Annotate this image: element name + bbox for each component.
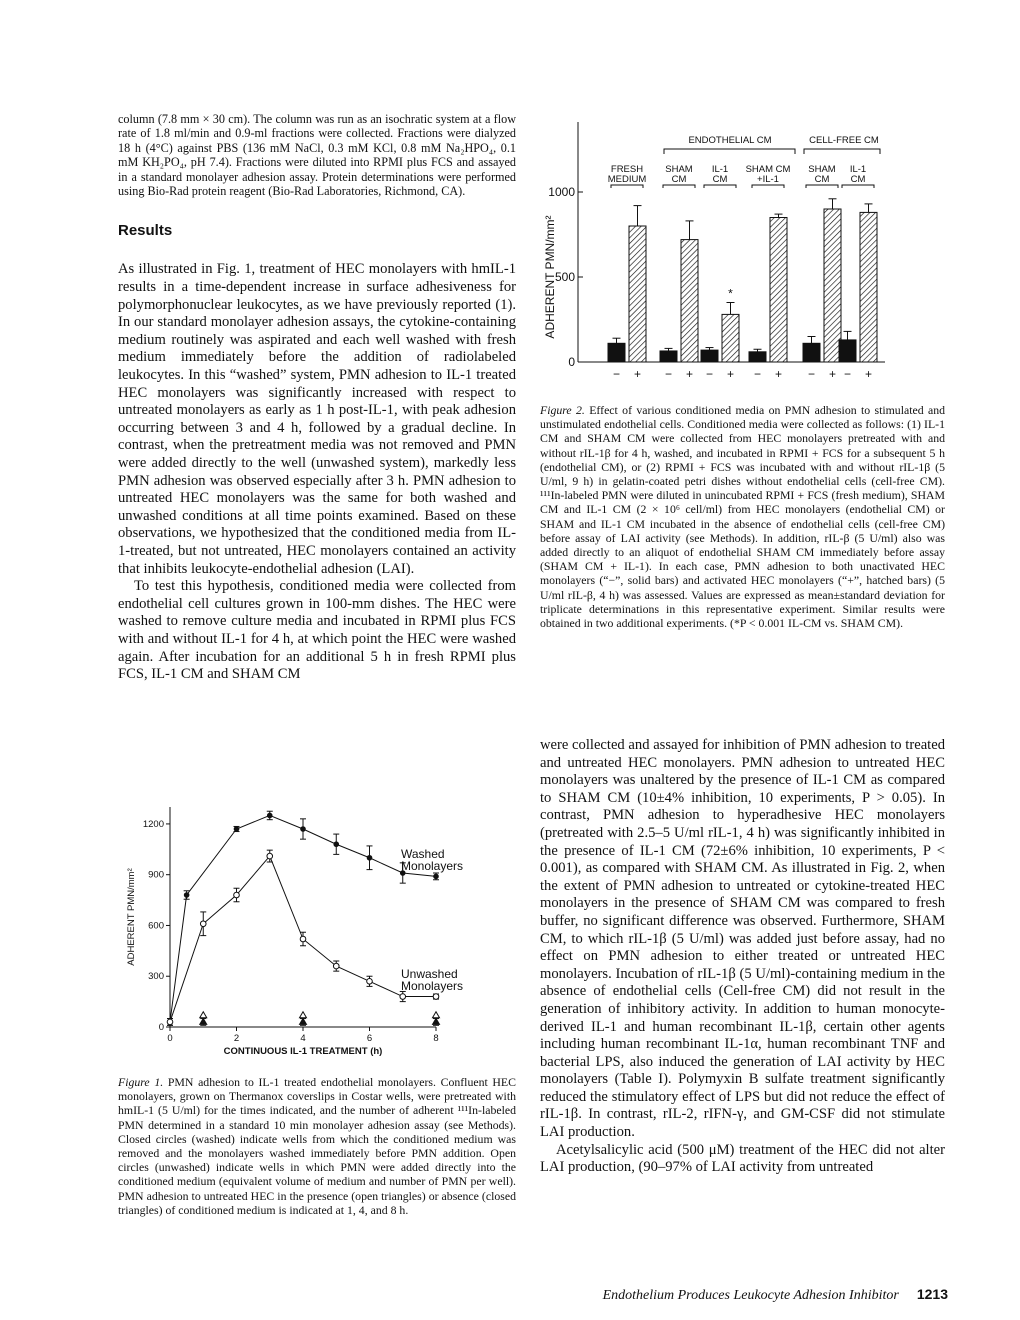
f2-bar-sign-label: + [726, 367, 735, 381]
left-column [118, 112, 516, 684]
f1-point-washed [433, 874, 439, 880]
f2-group-bracket [664, 149, 795, 154]
page-number: 1213 [916, 1286, 948, 1302]
f1-y-tick-label: 900 [148, 869, 164, 881]
f1-point-unwashed [333, 963, 339, 969]
f1-point-washed [300, 826, 306, 832]
f2-bar-sign-label: + [828, 367, 837, 381]
f2-bar-sign-label: + [774, 367, 783, 381]
f1-legend-unwashed-1: Unwashed [401, 967, 458, 981]
f2-bar-sign-label: − [664, 367, 673, 381]
f1-point-unwashed [300, 936, 306, 942]
figure-1-chart [118, 805, 516, 1067]
f2-category-label: FRESH [610, 164, 644, 175]
f2-category-bracket [806, 185, 838, 188]
f2-bar-unactivated [803, 343, 820, 362]
f1-point-unwashed [200, 921, 206, 927]
f2-bar-activated [722, 314, 739, 362]
f2-bar-activated [681, 240, 698, 362]
f2-bar-sign-label: + [633, 367, 642, 381]
f1-point-triangle [300, 1012, 307, 1018]
f1-point-unwashed [167, 1019, 173, 1025]
f1-point-washed [333, 841, 339, 847]
f2-y-tick-label: 500 [554, 270, 575, 284]
f1-x-tick-label: 2 [233, 1033, 240, 1044]
f2-category-label: CM [712, 174, 728, 185]
f1-y-axis-label: ADHERENT PMN/mm² [126, 868, 137, 966]
f2-bar-sign-label: + [864, 367, 873, 381]
f1-point-unwashed [367, 979, 373, 985]
f2-category-bracket [752, 185, 784, 188]
f2-category-bracket [611, 185, 643, 188]
f1-point-triangle [433, 1018, 440, 1024]
f1-y-tick-label: 600 [148, 920, 164, 932]
f1-point-unwashed [400, 994, 406, 1000]
figure-2-caption [540, 403, 945, 630]
figure-1 [118, 805, 516, 1217]
f2-category-label: MEDIUM [607, 174, 647, 185]
f2-category-label: IL-1 [849, 164, 867, 175]
methods-paragraph: column (7.8 mm × 30 cm). The column was run as an isochratic system at a flow rate of 1.8 ml/min and 0.9-ml fractions were collected. Fractions were dialyzed 18 h (4°C) against PBS (136 mM NaCl, 0.3 mM KCl, 0.8 mM Na₂HPO₄, 0.1 mM KH₂PO₄, pH 7.4). Fractions were diluted into RPMI plus FCS and assayed in a standard monolayer adhesion assay. Protein determinations were performed using Bio-Rad protein reagent (Bio-Rad Laboratories, Richmond, CA). [118, 112, 516, 199]
f2-significance-star: * [728, 286, 733, 301]
f2-category-label: SHAM [808, 164, 836, 175]
running-title: Endothelium Produces Leukocyte Adhesion Inhibitor [602, 1288, 899, 1303]
f1-y-tick-label: 0 [158, 1022, 164, 1033]
f2-y-tick-label: 1000 [548, 185, 575, 199]
figure-1-caption-label: Figure 1. [118, 1075, 164, 1089]
f1-point-washed [234, 826, 240, 832]
f2-y-axis-label: ADHERENT PMN/mm² [543, 215, 557, 339]
f2-bar-activated [860, 212, 877, 362]
f2-category-bracket [704, 185, 736, 188]
f1-x-tick-label: 8 [433, 1033, 439, 1044]
right-column-text [540, 737, 945, 1177]
f1-point-triangle [433, 1012, 440, 1018]
f1-point-washed [367, 855, 373, 861]
f2-bar-activated [824, 209, 841, 362]
f2-group-header-endothelial: ENDOTHELIAL CM [688, 135, 772, 146]
f2-category-bracket [842, 185, 874, 188]
f2-bar-unactivated [839, 340, 856, 362]
figure-2-chart [540, 112, 945, 390]
f2-bar-sign-label: + [685, 367, 694, 381]
f2-category-label: CM [671, 174, 687, 185]
f2-y-tick-label: 0 [568, 355, 575, 369]
f2-bar-activated [629, 226, 646, 362]
f2-bar-sign-label: − [807, 367, 816, 381]
f1-point-washed [184, 892, 190, 898]
f1-legend-washed-1: Washed [401, 847, 445, 861]
f1-point-unwashed [234, 892, 240, 898]
f2-category-label: CM [850, 174, 866, 185]
f2-bar-unactivated [608, 343, 625, 362]
f2-category-label: +IL-1 [757, 174, 779, 185]
f2-category-label: IL-1 [711, 164, 729, 175]
results-paragraph-1: As illustrated in Fig. 1, treatment of HEC monolayers with hmIL-1 results in a time-dependent increase in surface adhesiveness for polymorphonuclear leukocytes, as we have previously reported (1). In our standard monolayer adhesion assays, the cytokine-containing medium routinely was aspirated and each well washed with fresh medium immediately before the addition of radiolabeled leukocytes. In this “washed” system, PMN adhesion to IL-1 treated HEC monolayers was significantly increased with respect to untreated monolayers as early as 1 h post-IL-1, with peak adhesion occurring between 3 and 4 h, followed by a gradual decline. In contrast, when the pretreatment media was not removed and PMN were added directly to the well (unwashed system), markedly less PMN adhesion was observed especially after 3 h. PMN adhesion to untreated HEC monolayers was the same for both washed and unwashed conditions at all time points examined. Based on these observations, we hypothesized that the conditioned media from IL-1-treated, but not untreated, HEC monolayers contained an activity that inhibits leukocyte-endothelial adhesion (LAI). [118, 261, 516, 577]
f1-x-tick-label: 6 [366, 1033, 373, 1044]
figure-2-caption-label: Figure 2. [540, 403, 585, 417]
f2-bar-activated [770, 218, 787, 363]
f2-bar-unactivated [749, 352, 766, 362]
figure-2 [540, 112, 945, 630]
f2-group-bracket [804, 149, 880, 154]
f1-point-triangle [200, 1018, 207, 1024]
f1-point-unwashed [267, 853, 273, 859]
f2-bar-unactivated [660, 351, 677, 362]
right-paragraph-2: Acetylsalicylic acid (500 μM) treatment of the HEC did not alter LAI production, (90–97% of LAI activity from untreated [540, 1141, 945, 1176]
results-heading: Results [118, 222, 173, 240]
f1-point-triangle [300, 1018, 307, 1024]
f1-x-tick-label: 0 [167, 1033, 173, 1044]
page-footer [603, 1286, 948, 1304]
f2-category-label: CM [814, 174, 830, 185]
f1-x-axis-label: CONTINUOUS IL-1 TREATMENT (h) [223, 1046, 383, 1057]
f1-legend-washed-2: Monolayers [401, 859, 464, 873]
figure-1-caption [118, 1075, 516, 1217]
f2-category-bracket [663, 185, 695, 188]
f1-y-tick-label: 1200 [142, 818, 164, 830]
f1-x-tick-label: 4 [300, 1033, 306, 1044]
f2-category-label: SHAM [665, 164, 693, 175]
f1-series-line [170, 815, 436, 1021]
f1-point-triangle [200, 1012, 207, 1018]
f2-bar-sign-label: − [753, 367, 762, 381]
f1-point-unwashed [433, 994, 439, 1000]
figure-2-caption-text: Effect of various conditioned media on PMN adhesion to stimulated and unstimulated endothelial cells. Conditioned media were collected as follows: (1) IL-1 CM and SHAM CM were collected from HEC monolayers pretreated with and without rIL-1β for 4 h, washed, and incubated in RPMI + FCS for a subsequent 5 h (endothelial CM), or (2) RPMI + FCS was incubated with and without rIL-1β (5 U/ml, 9 h) in gelatin-coated petri dishes without endothelial cells (cell-free CM). ¹¹¹In-labeled PMN were diluted in unincubated RPMI + FCS (fresh medium), SHAM CM and IL-1 CM (2 × 10⁶ cell/ml) from HEC monolayers (endothelial CM) or SHAM and IL-1 CM incubated in the absence of endothelial cells (cell-free CM) before assay of LAI activity (see Methods). In addition, rIL-β (5 U/ml) also was added directly to an aliquot of endothelial SHAM CM immediately before assay (SHAM CM + IL-1). In each case, PMN adhesion to both unactivated HEC monolayers (“−”, solid bars) and activated HEC monolayers (“+”, hatched bars) (5 U/ml rIL-β, 4 h) was assessed. Values are expressed as mean±standard deviation for triplicate determinations in this representative experiment. Similar results were obtained in two additional experiments. (*P < 0.001 IL-CM vs. SHAM CM). [540, 403, 945, 631]
f2-category-label: SHAM CM [745, 164, 791, 175]
f2-bar-sign-label: − [843, 367, 852, 381]
f2-bar-sign-label: − [705, 367, 714, 381]
results-paragraph-2: To test this hypothesis, conditioned media were collected from endothelial cell cultures grown in 100-mm dishes. The HEC were washed to remove culture media and incubated in RPMI plus FCS with and without IL-1 for 4 h, at which point the HEC were washed again. After incubation for an additional 5 h in fresh RPMI plus FCS, IL-1 CM and SHAM CM [118, 578, 516, 683]
f2-bar-unactivated [701, 350, 718, 362]
f2-group-header-cellfree: CELL-FREE CM [809, 135, 879, 146]
f1-point-washed [267, 813, 273, 819]
right-paragraph-1: were collected and assayed for inhibition of PMN adhesion to treated and untreated HEC monolayers. PMN adhesion to untreated HEC monolayers was unaltered by the presence of IL-1 CM as compared to SHAM CM (10±4% inhibition, 10 experiments, P > 0.05). In contrast, PMN adhesion to hyperadhesive HEC monolayers (pretreated with 2.5–5 U/ml rIL-1, 4 h) was significantly inhibited in the presence of IL-1 CM (72±6% inhibition, 10 experiments, P < 0.001), as compared with SHAM CM. As illustrated in Fig. 2, when the extent of PMN adhesion to untreated or cytokine-treated HEC monolayers in the presence of SHAM CM was compared to fresh buffer, no significant difference was observed. Furthermore, SHAM CM, to which rIL-1β (5 U/ml) was added just before assay, had no effect on PMN adhesion to either treated or untreated HEC monolayers. Incubation of rIL-1β (5 U/ml)-containing medium in the absence of endothelial cells (Cell-free CM) did not result in the generation of inhibitory activity. In addition to human monocyte-derived IL-1 and human recombinant IL-1β, certain other agents including human recombinant IL-1α, human recombinant TNF and bacterial LPS, also induced the generation of LAI activity by HEC monolayers (Table I). Polymyxin B sulfate treatment significantly reduced the stimulatory effect of LPS but did not reduce the effect of rIL-1β. In contrast, rIL-2, rIFN-γ, and GM-CSF did not stimulate LAI production. [540, 737, 945, 1141]
f2-bar-sign-label: − [612, 367, 621, 381]
figure-1-caption-text: PMN adhesion to IL-1 treated endothelial monolayers. Confluent HEC monolayers, grown on Thermanox coverslips in Costar wells, were pretreated with hmIL-1 (5 U/ml) for the times indicated, and the number of adherent ¹¹¹In-labeled PMN determined in a standard 10 min monolayer adhesion assay (see Methods). Closed circles (washed) indicate wells from which the conditioned medium was removed and the monolayers washed immediately before PMN addition. Open circles (unwashed) indicate wells in which PMN were added directly into the conditioned medium (equivalent volume of medium and number of PMN per well). PMN adhesion to untreated HEC in the presence (open triangles) or absence (closed triangles) of conditioned medium is indicated at 1, 4, and 8 h. [118, 1075, 517, 1217]
f1-y-tick-label: 300 [148, 971, 164, 983]
f1-legend-unwashed-2: Monolayers [401, 979, 464, 993]
